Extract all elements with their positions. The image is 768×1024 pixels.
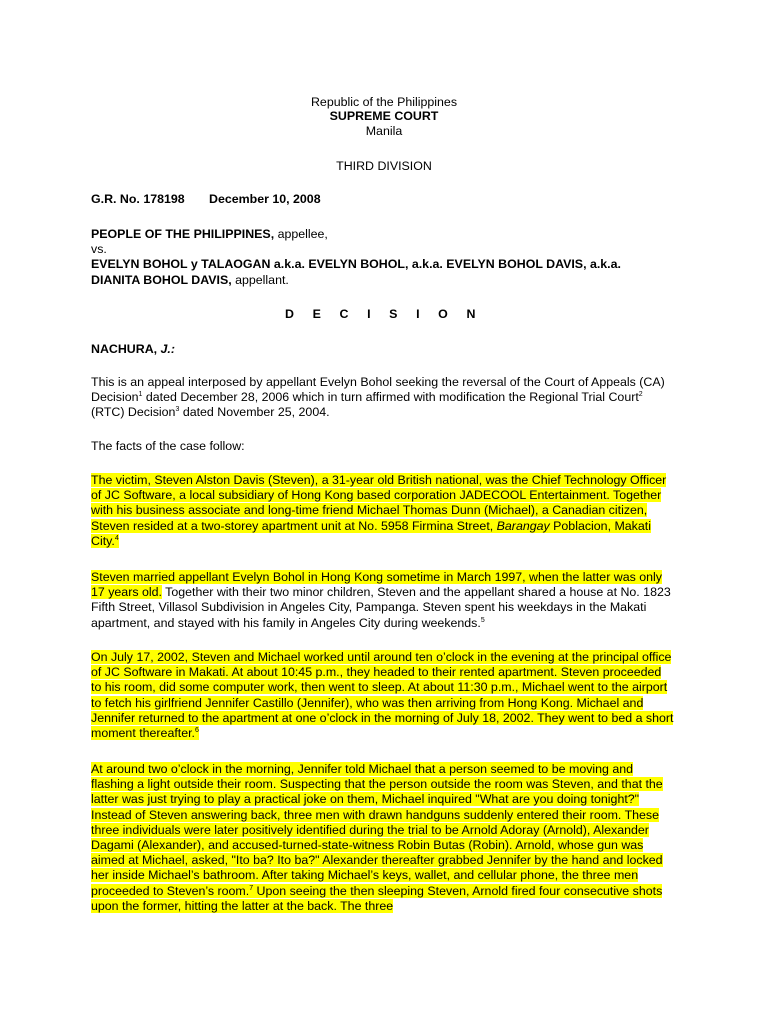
highlighted-text: Steven married appellant Evelyn Bohol in Hong Kong sometime in March 1997, when the latter was only 17 years old. [91,570,662,600]
paragraph-intro [91,375,675,421]
ponente-name: NACHURA, [91,342,161,356]
footnote-ref-6[interactable]: 6 [195,726,199,734]
july-17-text: On July 17, 2002, Steven and Michael worked until around ten o’clock in the evening at the principal office of JC Software in Makati. At about 10:45 p.m., they headed to their rented apartment. Steven proceeded to his room, did some computer work, then went to sleep. At about 11:30 p.m., Michael went to the airport to fetch his girlfriend Jennifer Castillo (Jennifer), who was then arriving from Hong Kong. Michael and Jennifer returned to the apartment at one o’clock in the morning of July 18, 2002. They went to bed a short moment thereafter. [91,650,674,741]
appellant-line2 [91,273,675,288]
case-parties [91,227,675,288]
victim-text-b: Poblacion, Makati City. [91,518,651,548]
victim-text-a: The victim, Steven Alston Davis (Steven), a 31-year old British national, was the Chief Technology Officer of JC Software, a local subsidiary of Hong Kong based corporation JADECOOL Entertainment. Together with his business associate and long-time friend Michael Thomas Dunn (Michael), a Canadian citizen, Steven resided at a two-storey apartment unit at No. 5958 Firmina Street, [91,473,667,533]
appellant-role: appellant. [231,272,289,287]
footnote-ref-1[interactable]: 1 [138,391,143,399]
appellant-name-line2: DIANITA BOHOL DAVIS, [91,272,232,287]
decision-date: December 10, 2008 [209,192,321,206]
ponente [91,342,675,357]
versus: vs. [91,242,107,257]
intro-text-c: (RTC) Decision [91,405,176,420]
decision-title: D E C I S I O N [285,307,483,321]
paragraph-victim [91,473,675,549]
division-name: THIRD DIVISION [336,159,432,173]
appellee-name: PEOPLE OF THE PHILIPPINES, [91,227,275,241]
appellee-line [91,227,675,242]
paragraph-july-17 [91,650,675,741]
intro-text-a: This is an appeal interposed by appellant Evelyn Bohol seeking the reversal of the Court of Appeals (CA) Decision [91,375,665,405]
paragraph-shooting [91,762,675,914]
footnote-ref-3[interactable]: 3 [175,406,180,414]
highlighted-text [91,473,666,548]
shooting-text-a: At around two o’clock in the morning, Jennifer told Michael that a person seemed to be moving and flashing a light outside their room. Suspecting that the person outside the room was Steven, and that the latter was just trying to play a practical joke on them, Michael inquired "What are you doing tonight?" Instead of Steven answering back, three men with drawn handguns suddenly entered their room. These three individuals were later positively identified during the trial to be Arnold Adoray (Arnold), Alexander Dagami (Alexander), and accused-turned-state-witness Robin Butas (Robin). Arnold, whose gun was aimed at Michael, asked, "Ito ba? Ito ba?" Alexander thereafter grabbed Jennifer by the hand and locked her inside Michael’s bathroom. After taking Michael’s keys, wallet, and cellular phone, the three men proceeded to Steven’s room. [91,762,663,898]
shooting-text-b: Upon seeing the then sleeping Steven, Arnold fired four consecutive shots upon the former, hitting the latter at the back. The three [91,883,663,913]
court-city: Manila [365,124,403,138]
intro-text-b: dated December 28, 2006 which in turn affirmed with modification the Regional Trial Court [142,390,639,405]
appellee-role: appellee, [274,227,328,241]
case-number-line [91,192,321,207]
marriage-text: Together with their two minor children, Steven and the appellant shared a house at No. 1823 Fifth Street, Villasol Subdivision in Angeles City, Pampanga. Steven spent his weekdays in the Makati apartment, and stayed with his family in Angeles City during weekends. [91,585,671,630]
footnote-ref-7[interactable]: 7 [249,884,254,892]
footnote-ref-5[interactable]: 5 [480,616,485,624]
gr-number: G.R. No. 178198 [91,192,185,206]
victim-italic: Barangay [496,518,550,533]
intro-text-d: dated November 25, 2004. [179,405,330,420]
appellant-name-line1: EVELYN BOHOL y TALAOGAN a.k.a. EVELYN BOHOL, a.k.a. EVELYN BOHOL DAVIS, a.k.a. [91,257,621,272]
footnote-ref-2[interactable]: 2 [638,391,643,399]
republic-line: Republic of the Philippines [310,95,458,109]
highlighted-text [91,650,673,740]
paragraph-facts-intro: The facts of the case follow: [91,439,245,453]
ponente-suffix: J.: [160,342,175,356]
court-name: SUPREME COURT [329,109,439,123]
footnote-ref-4[interactable]: 4 [114,534,119,542]
paragraph-marriage [91,570,675,631]
highlighted-text [91,762,663,913]
